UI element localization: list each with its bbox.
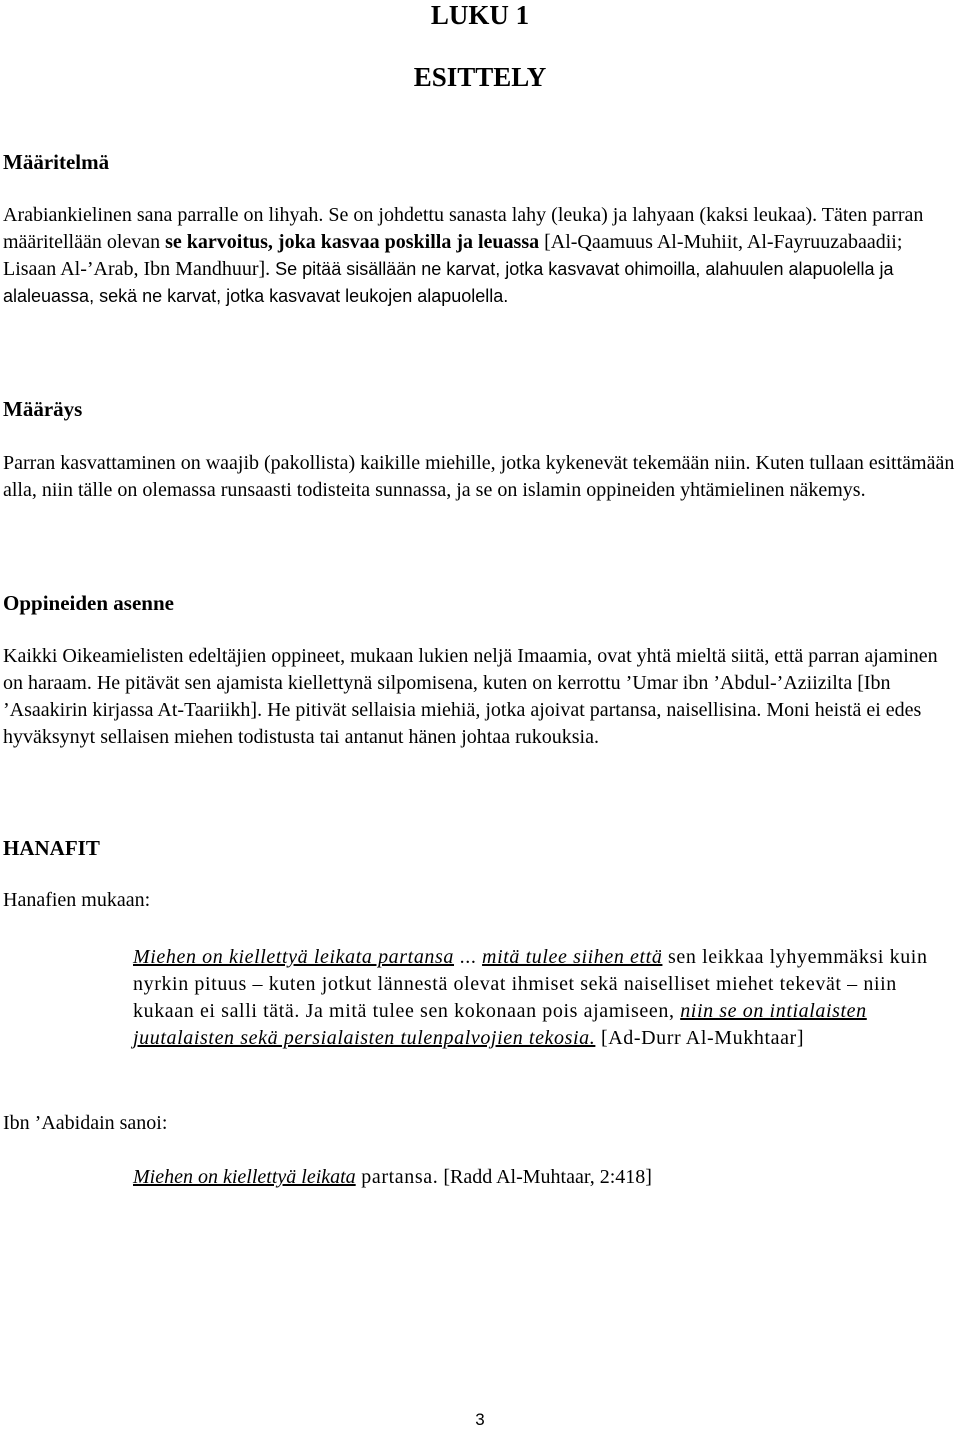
hanafi-quote-2: [133, 1164, 955, 1191]
section-heading-scholars: Oppineiden asenne: [3, 591, 174, 615]
definition-paragraph: [3, 202, 959, 310]
quote2-source: [Radd Al-Muhtaar, 2:418]: [438, 1166, 652, 1188]
definition-text-c: Se pitää sisällään ne karvat, jotka kasvavat ohimoilla, alahuulen alapuolella ja alaleuassa, sekä ne karvat, jotka kasvavat leukojen alapuolella.: [3, 259, 894, 306]
definition-text-b: [Al-Qaamuus Al-Muhiit, Al-Fayruuzabaadii; Lisaan Al-’Arab, Ibn Mandhuur].: [3, 231, 903, 280]
chapter-title: ESITTELY: [413, 62, 547, 92]
ruling-paragraph: Parran kasvattaminen on waajib (pakollista) kaikille miehille, jotka kykenevät tekemään niin. Kuten tullaan esittämään alla, niin tälle on olemassa runsaasti todisteita sunnassa, ja se on islamin oppineiden yhtämielinen näkemys.: [3, 452, 955, 501]
section-heading-ruling: Määräys: [3, 397, 83, 421]
quote1-ellipsis: ...: [459, 946, 477, 968]
quote1-italic-part-2: mitä tulee siihen että: [482, 946, 663, 968]
quote1-source: [Ad-Durr Al-Mukhtaar]: [595, 1027, 805, 1049]
scholars-paragraph: Kaikki Oikeamielisten edeltäjien oppineet, mukaan lukien neljä Imaamia, ovat yhtä mieltä siitä, että parran ajaminen on haraam. He pitävät sen ajamista kiellettynä silpomisena, kuten on kerrottu ’Umar ibn ’Abdul-’Aziizilta [Ibn ’Asaakirin kirjassa At-Taariikh]. He pitivät sellaisia miehiä, jotka ajoivat partansa, naisellisina. Moni heistä ei edes hyväksynyt sellaisen miehen todistusta tai antanut hänen johtaa rukouksia.: [3, 645, 938, 748]
chapter-number: LUKU 1: [430, 0, 530, 30]
hanafi-quote-1: [133, 944, 955, 1052]
quote1-plain-text: sen leikkaa lyhyemmäksi kuin nyrkin pituus – kuten jotkut lännestä olevat ihmiset sekä naiselliset miehet tekevät – niin kukaan ei salli tätä. Ja mitä tulee sen kokonaan pois ajamiseen,: [133, 946, 928, 1022]
page-number: 3: [475, 1410, 485, 1429]
hanafi-intro: Hanafien mukaan:: [3, 889, 151, 911]
hanafi-speaker: Ibn ’Aabidain sanoi:: [3, 1112, 168, 1134]
quote1-italic-part-3: niin se on intialaisten juutalaisten sekä persialaisten tulenpalvojien tekosia.: [133, 1000, 867, 1049]
quote2-italic: Miehen on kiellettyä leikata: [133, 1166, 356, 1188]
definition-text-a: Arabiankielinen sana parralle on lihyah. Se on johdettu sanasta lahy (leuka) ja lahyaan (kaksi leukaa). Täten parran määritellään olevan: [3, 204, 924, 253]
definition-text-bold: se karvoitus, joka kasvaa poskilla ja leuassa: [165, 231, 540, 253]
section-heading-definition: Määritelmä: [3, 150, 110, 174]
section-heading-hanafi: HANAFIT: [3, 836, 100, 860]
quote1-italic-part-1: Miehen on kiellettyä leikata partansa: [133, 946, 455, 968]
quote2-plain: partansa.: [355, 1166, 439, 1188]
